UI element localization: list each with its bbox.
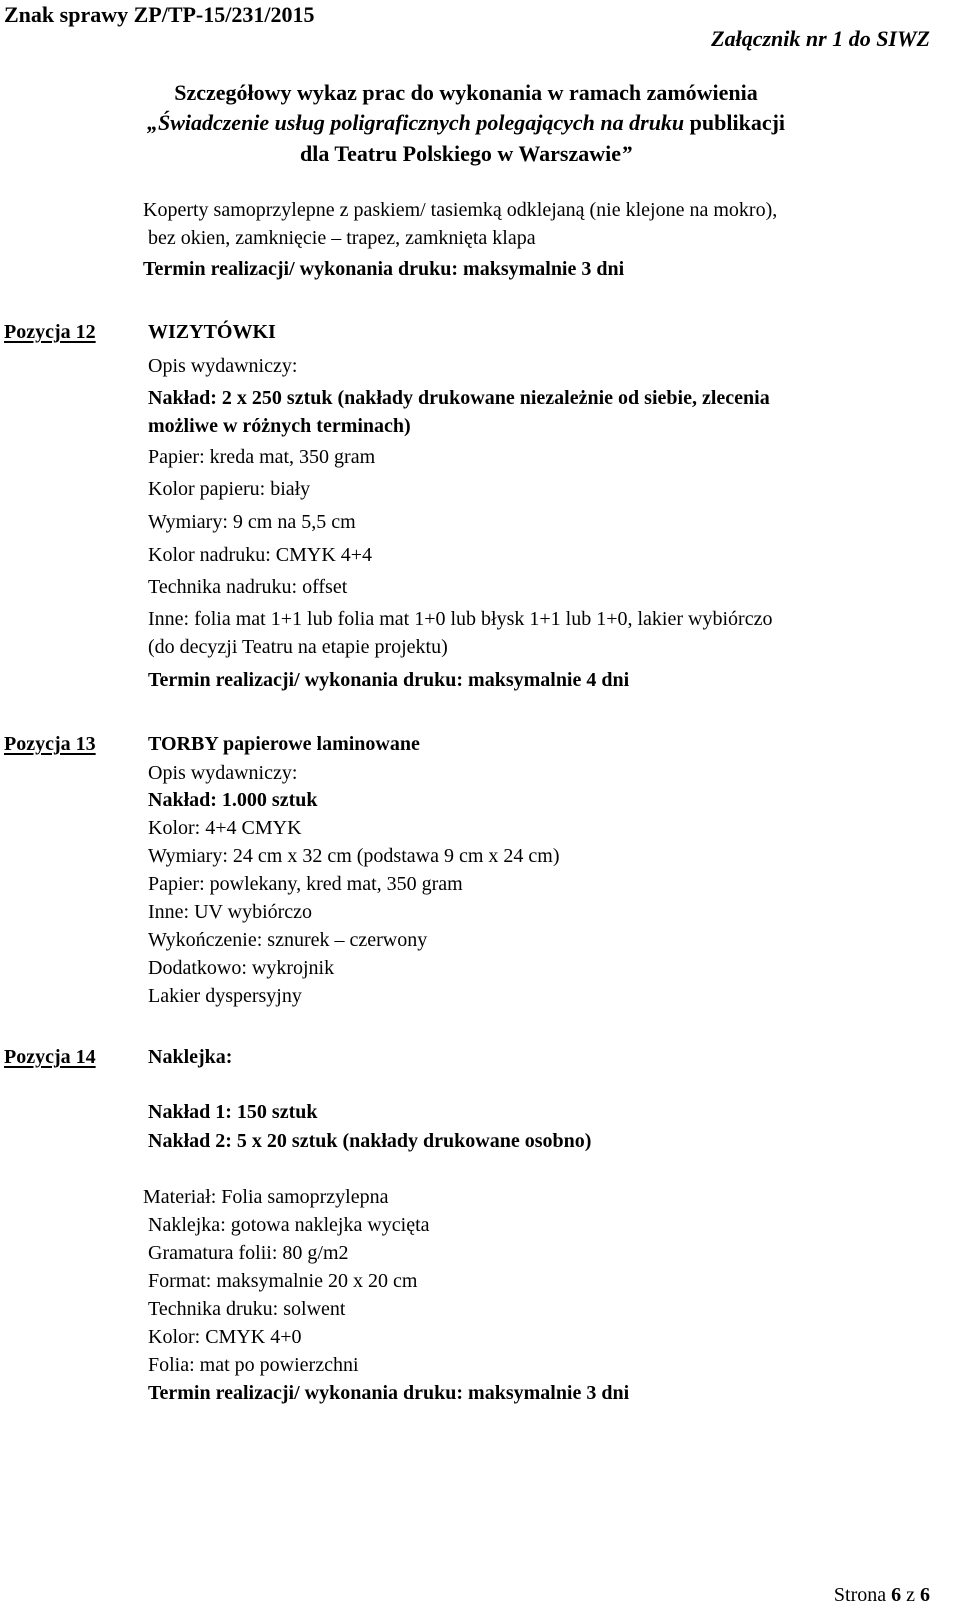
position-12-kolor-papieru: Kolor papieru: biały <box>148 478 311 500</box>
position-14-material: Materiał: Folia samoprzylepna <box>143 1186 389 1208</box>
position-12-inne-line1: Inne: folia mat 1+1 lub folia mat 1+0 lub błysk 1+1 lub 1+0, lakier wybiórczo <box>148 608 773 630</box>
annex-label: Załącznik nr 1 do SIWZ <box>711 26 930 51</box>
position-12-deadline: Termin realizacji/ wykonania druku: maksymalnie 4 dni <box>148 669 630 691</box>
position-13-title: TORBY papierowe laminowane <box>148 733 420 755</box>
position-14-gramatura: Gramatura folii: 80 g/m2 <box>148 1242 349 1264</box>
position-14-kolor: Kolor: CMYK 4+0 <box>148 1326 302 1348</box>
position-12-wymiary: Wymiary: 9 cm na 5,5 cm <box>148 511 356 533</box>
doc-title-line3-text: dla Teatru Polskiego w Warszawie <box>299 141 622 166</box>
position-14-naklad1: Nakład 1: 150 sztuk <box>148 1101 318 1123</box>
position-14-title: Naklejka: <box>148 1046 233 1068</box>
doc-title-line2-rest: publikacji <box>684 110 786 135</box>
doc-title-line1: Szczegółowy wykaz prac do wykonania w ramach zamówienia <box>174 80 758 105</box>
position-13-papier: Papier: powlekany, kred mat, 350 gram <box>148 873 463 895</box>
position-14-label: Pozycja 14 <box>4 1046 96 1068</box>
position-12-naklad-line1: Nakład: 2 x 250 sztuk (nakłady drukowane niezależnie od siebie, zlecenia <box>148 387 770 409</box>
position-13-opis: Opis wydawniczy: <box>148 762 298 784</box>
position-12-title: WIZYTÓWKI <box>148 321 276 343</box>
position-12-naklad-line2: możliwe w różnych terminach) <box>148 415 411 437</box>
position-12-kolor-nadruku: Kolor nadruku: CMYK 4+4 <box>148 544 373 566</box>
position-14-folia: Folia: mat po powierzchni <box>148 1354 359 1376</box>
position-14-format: Format: maksymalnie 20 x 20 cm <box>148 1270 418 1292</box>
case-number: Znak sprawy ZP/TP-15/231/2015 <box>4 2 315 27</box>
intro-deadline: Termin realizacji/ wykonania druku: maksymalnie 3 dni <box>143 258 625 280</box>
position-14-technika: Technika druku: solwent <box>148 1298 346 1320</box>
doc-title-line2 <box>0 110 932 136</box>
page-current: 6 <box>891 1584 902 1606</box>
position-12-inne-line2: (do decyzji Teatru na etapie projektu) <box>148 636 448 658</box>
page-number <box>834 1584 930 1607</box>
position-12-opis: Opis wydawniczy: <box>148 355 298 377</box>
intro-line2: bez okien, zamknięcie – trapez, zamknięta klapa <box>148 227 536 249</box>
page-total: 6 <box>920 1584 930 1606</box>
doc-title-line2-italic: „Świadczenie usług poligraficznych polegających na druku <box>146 110 685 135</box>
doc-title-line3 <box>0 141 932 167</box>
position-13-naklad: Nakład: 1.000 sztuk <box>148 789 318 811</box>
page-of: z <box>901 1584 920 1606</box>
position-13-wymiary: Wymiary: 24 cm x 32 cm (podstawa 9 cm x 24 cm) <box>148 845 560 867</box>
position-12-technika: Technika nadruku: offset <box>148 576 348 598</box>
intro-line1: Koperty samoprzylepne z paskiem/ tasiemką odklejaną (nie klejone na mokro), <box>143 199 778 221</box>
position-13-wykonczenie: Wykończenie: sznurek – czerwony <box>148 929 428 951</box>
position-14-naklejka: Naklejka: gotowa naklejka wycięta <box>148 1214 430 1236</box>
position-13-kolor: Kolor: 4+4 CMYK <box>148 817 302 839</box>
page-prefix: Strona <box>833 1584 892 1606</box>
position-12-label: Pozycja 12 <box>4 321 96 343</box>
position-13-label: Pozycja 13 <box>4 733 96 755</box>
position-14-naklad2: Nakład 2: 5 x 20 sztuk (nakłady drukowane osobno) <box>148 1130 592 1152</box>
position-14-deadline: Termin realizacji/ wykonania druku: maksymalnie 3 dni <box>148 1382 630 1404</box>
doc-title-line3-quote: ” <box>621 141 633 166</box>
position-13-dodatkowo: Dodatkowo: wykrojnik <box>148 957 335 979</box>
position-12-papier: Papier: kreda mat, 350 gram <box>148 446 376 468</box>
position-13-lakier: Lakier dyspersyjny <box>148 985 302 1007</box>
position-13-inne: Inne: UV wybiórczo <box>148 901 313 923</box>
